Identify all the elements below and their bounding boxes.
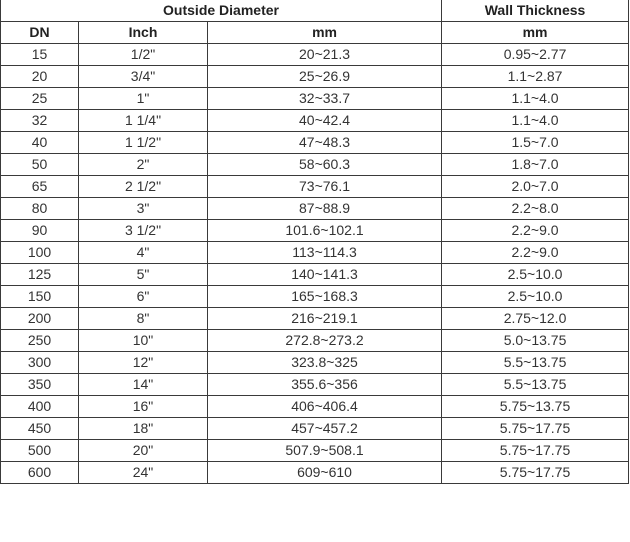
cell-wt-mm: 5.5~13.75 — [442, 352, 629, 374]
cell-wt-mm: 2.0~7.0 — [442, 176, 629, 198]
table-row — [1, 198, 629, 220]
cell-inch: 1" — [79, 88, 208, 110]
cell-od-mm: 87~88.9 — [208, 198, 442, 220]
cell-wt-mm: 2.2~8.0 — [442, 198, 629, 220]
cell-wt-mm: 2.5~10.0 — [442, 286, 629, 308]
cell-od-mm: 25~26.9 — [208, 66, 442, 88]
cell-inch: 3 1/2" — [79, 220, 208, 242]
cell-od-mm: 58~60.3 — [208, 154, 442, 176]
cell-wt-mm: 5.5~13.75 — [442, 374, 629, 396]
cell-dn: 65 — [1, 176, 79, 198]
table-row — [1, 264, 629, 286]
cell-dn: 125 — [1, 264, 79, 286]
group-header-row — [1, 0, 629, 22]
cell-dn: 50 — [1, 154, 79, 176]
cell-wt-mm: 1.1~4.0 — [442, 110, 629, 132]
table-row — [1, 242, 629, 264]
cell-od-mm: 20~21.3 — [208, 44, 442, 66]
cell-wt-mm: 1.1~2.87 — [442, 66, 629, 88]
cell-od-mm: 323.8~325 — [208, 352, 442, 374]
cell-inch: 12" — [79, 352, 208, 374]
cell-wt-mm: 5.75~13.75 — [442, 396, 629, 418]
column-header-wt-mm: mm — [442, 22, 629, 44]
cell-od-mm: 609~610 — [208, 462, 442, 484]
cell-dn: 80 — [1, 198, 79, 220]
table-row — [1, 440, 629, 462]
cell-dn: 600 — [1, 462, 79, 484]
column-header-inch: Inch — [79, 22, 208, 44]
column-header-row — [1, 22, 629, 44]
cell-od-mm: 457~457.2 — [208, 418, 442, 440]
table-row — [1, 110, 629, 132]
cell-wt-mm: 1.8~7.0 — [442, 154, 629, 176]
cell-od-mm: 32~33.7 — [208, 88, 442, 110]
table-row — [1, 418, 629, 440]
cell-dn: 150 — [1, 286, 79, 308]
cell-inch: 4" — [79, 242, 208, 264]
table-row — [1, 132, 629, 154]
cell-inch: 8" — [79, 308, 208, 330]
cell-wt-mm: 5.75~17.75 — [442, 440, 629, 462]
cell-inch: 6" — [79, 286, 208, 308]
cell-od-mm: 47~48.3 — [208, 132, 442, 154]
cell-dn: 450 — [1, 418, 79, 440]
cell-inch: 5" — [79, 264, 208, 286]
cell-inch: 1 1/4" — [79, 110, 208, 132]
table-row — [1, 154, 629, 176]
cell-od-mm: 272.8~273.2 — [208, 330, 442, 352]
cell-od-mm: 406~406.4 — [208, 396, 442, 418]
table-row — [1, 44, 629, 66]
column-header-dn: DN — [1, 22, 79, 44]
cell-inch: 20" — [79, 440, 208, 462]
cell-wt-mm: 5.75~17.75 — [442, 462, 629, 484]
cell-wt-mm: 0.95~2.77 — [442, 44, 629, 66]
cell-od-mm: 101.6~102.1 — [208, 220, 442, 242]
cell-od-mm: 40~42.4 — [208, 110, 442, 132]
cell-wt-mm: 2.2~9.0 — [442, 242, 629, 264]
cell-od-mm: 165~168.3 — [208, 286, 442, 308]
cell-od-mm: 216~219.1 — [208, 308, 442, 330]
cell-dn: 90 — [1, 220, 79, 242]
table-header — [1, 0, 629, 44]
cell-inch: 10" — [79, 330, 208, 352]
table-row — [1, 220, 629, 242]
outside-diameter-header: Outside Diameter — [1, 0, 442, 22]
cell-dn: 20 — [1, 66, 79, 88]
cell-od-mm: 73~76.1 — [208, 176, 442, 198]
cell-inch: 1 1/2" — [79, 132, 208, 154]
cell-inch: 3" — [79, 198, 208, 220]
cell-dn: 100 — [1, 242, 79, 264]
cell-dn: 40 — [1, 132, 79, 154]
cell-dn: 25 — [1, 88, 79, 110]
table-row — [1, 286, 629, 308]
cell-wt-mm: 2.2~9.0 — [442, 220, 629, 242]
cell-inch: 2 1/2" — [79, 176, 208, 198]
cell-inch: 14" — [79, 374, 208, 396]
cell-inch: 1/2" — [79, 44, 208, 66]
cell-dn: 15 — [1, 44, 79, 66]
cell-wt-mm: 1.5~7.0 — [442, 132, 629, 154]
cell-wt-mm: 5.0~13.75 — [442, 330, 629, 352]
cell-od-mm: 507.9~508.1 — [208, 440, 442, 462]
cell-od-mm: 140~141.3 — [208, 264, 442, 286]
cell-wt-mm: 1.1~4.0 — [442, 88, 629, 110]
column-header-od-mm: mm — [208, 22, 442, 44]
cell-inch: 2" — [79, 154, 208, 176]
cell-dn: 400 — [1, 396, 79, 418]
cell-dn: 500 — [1, 440, 79, 462]
table-row — [1, 374, 629, 396]
cell-od-mm: 113~114.3 — [208, 242, 442, 264]
cell-wt-mm: 2.75~12.0 — [442, 308, 629, 330]
cell-dn: 250 — [1, 330, 79, 352]
cell-inch: 24" — [79, 462, 208, 484]
cell-dn: 32 — [1, 110, 79, 132]
wall-thickness-header: Wall Thickness — [442, 0, 629, 22]
table-row — [1, 396, 629, 418]
cell-dn: 350 — [1, 374, 79, 396]
table-row — [1, 88, 629, 110]
cell-dn: 300 — [1, 352, 79, 374]
table-row — [1, 352, 629, 374]
cell-inch: 16" — [79, 396, 208, 418]
table-row — [1, 330, 629, 352]
cell-wt-mm: 5.75~17.75 — [442, 418, 629, 440]
cell-inch: 18" — [79, 418, 208, 440]
table-body — [1, 44, 629, 484]
table-row — [1, 66, 629, 88]
table-row — [1, 462, 629, 484]
cell-dn: 200 — [1, 308, 79, 330]
cell-inch: 3/4" — [79, 66, 208, 88]
table-row — [1, 176, 629, 198]
table-row — [1, 308, 629, 330]
cell-od-mm: 355.6~356 — [208, 374, 442, 396]
cell-wt-mm: 2.5~10.0 — [442, 264, 629, 286]
